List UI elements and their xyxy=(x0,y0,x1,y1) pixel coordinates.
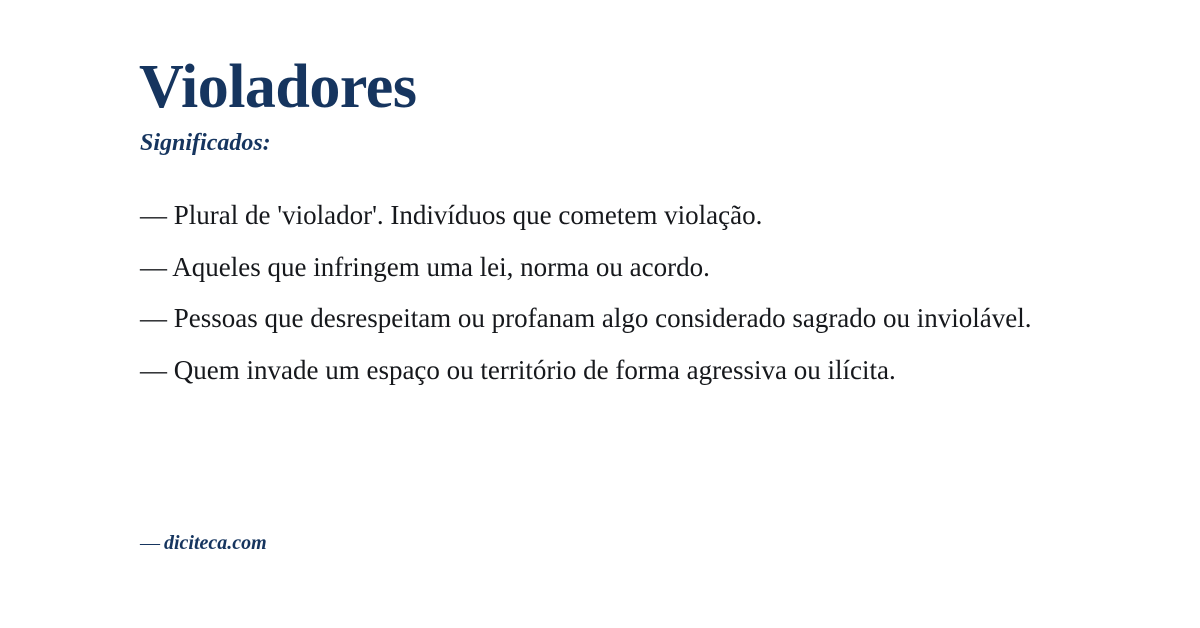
bullet-dash-icon: — xyxy=(140,200,167,230)
meaning-text: Quem invade um espaço ou território de forma agressiva ou ilícita. xyxy=(173,354,896,385)
meanings-list xyxy=(140,198,1120,404)
section-subtitle: Significados: xyxy=(140,130,271,156)
list-item xyxy=(140,301,1120,336)
list-item xyxy=(140,353,1120,388)
list-item xyxy=(140,250,1120,285)
page-title: Violadores xyxy=(139,53,417,121)
source-label: diciteca.com xyxy=(164,532,267,554)
bullet-dash-icon: — xyxy=(140,303,167,334)
bullet-dash-icon: — xyxy=(140,354,167,385)
source-dash-icon: — xyxy=(140,532,160,554)
meaning-text: Pessoas que desrespeitam ou profanam algo considerado sagrado ou inviolável. xyxy=(173,303,1032,334)
meaning-text: Aqueles que infringem uma lei, norma ou acordo. xyxy=(172,251,710,282)
meaning-text: Plural de 'violador'. Indivíduos que cometem violação. xyxy=(173,200,763,230)
list-item xyxy=(140,198,1120,233)
bullet-dash-icon: — xyxy=(140,251,167,282)
source-attribution xyxy=(140,532,267,555)
